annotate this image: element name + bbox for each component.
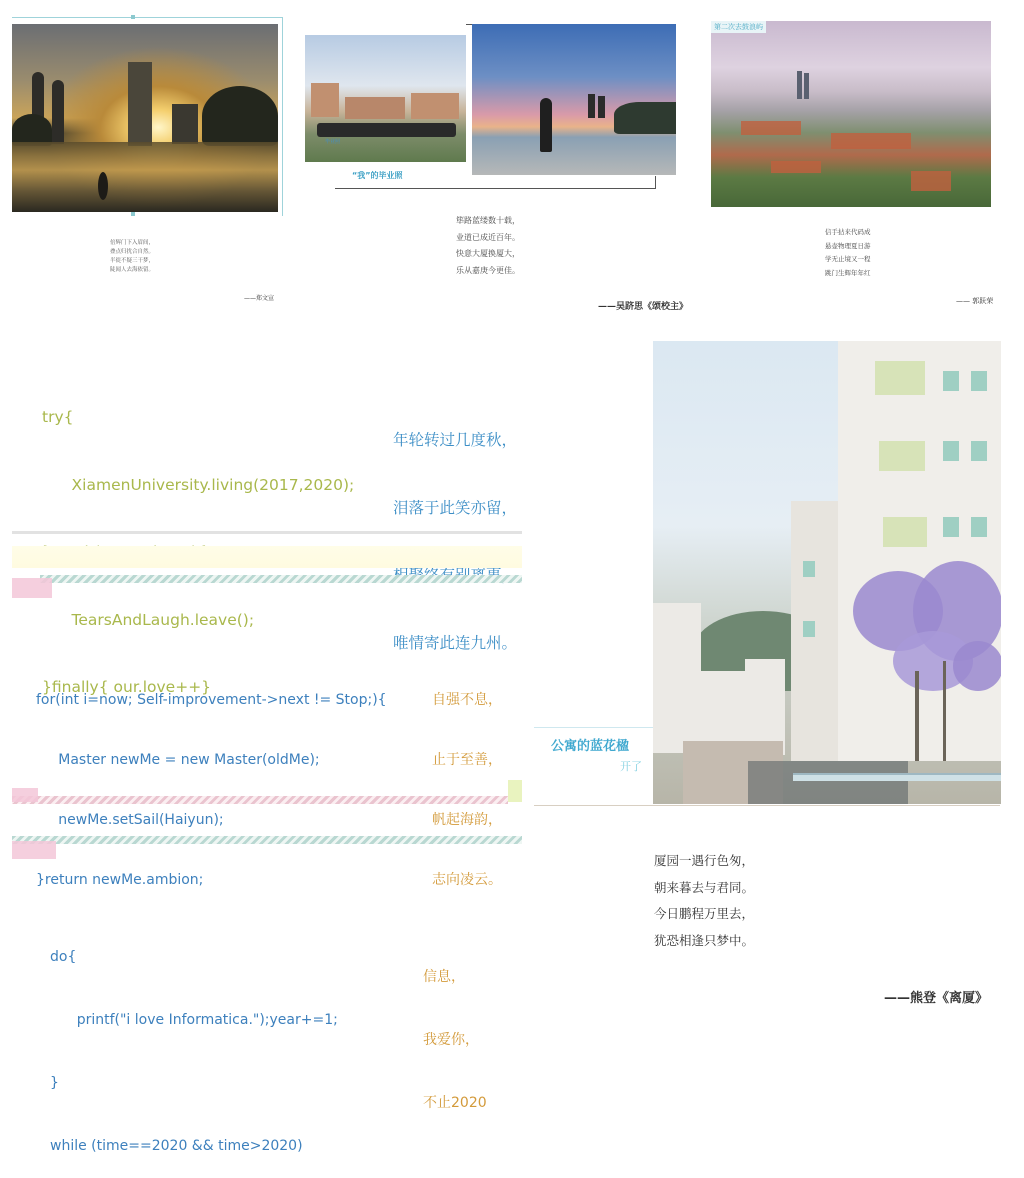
code-line: }finally{ our.love++} — [42, 678, 212, 696]
code-line: printf("i love Informatica.");year+=1; — [50, 1012, 338, 1028]
farewell-poem — [654, 848, 754, 954]
frame-dot — [131, 212, 135, 216]
code-line: Master newMe = new Master(oldMe); — [36, 752, 320, 768]
verse-line: 自强不息， — [432, 692, 502, 708]
poem-line: 悬壶物理夏日游 — [825, 241, 871, 250]
poem-line: 今日鹏程万里去， — [654, 906, 755, 921]
poem-line: 跳门生辉年年红 — [825, 268, 871, 277]
code-block-2 — [36, 650, 387, 910]
poem-line: 业道已成近百年。 — [456, 232, 520, 242]
poem-line: 朝来暮去与君同。 — [654, 879, 755, 895]
code-line: try{ — [42, 408, 74, 426]
poem-line: 陡闻人去海依留。 — [110, 267, 155, 273]
code-line: }return newMe.ambion; — [36, 872, 204, 888]
graduation-caption: “我”的毕业照 — [352, 171, 403, 180]
graduate-beach-photo — [472, 24, 676, 175]
code-line: for(int i=now; Self-improvement->next != Stop;){ — [36, 692, 387, 708]
poem-line: 信手拈来代码成 — [825, 228, 871, 236]
washi-tape-decoration — [12, 836, 522, 844]
ode-poem — [456, 213, 520, 279]
verse-block-3 — [423, 925, 487, 1135]
verse-line: 我爱你， — [423, 1032, 479, 1048]
poem-line: 厦园一遇行色匆， — [654, 853, 755, 868]
washi-tape-decoration — [12, 841, 56, 859]
washi-tape-decoration — [12, 788, 38, 802]
verse-line: 泪落于此笑亦留， — [393, 498, 518, 517]
island-tag: 第二次去鼓浪屿 — [711, 21, 766, 33]
apartment-title: 公寓的蓝花楹 — [551, 739, 630, 754]
code-block-3 — [50, 905, 338, 1178]
poem-line: 学无止境又一程 — [825, 255, 871, 263]
code-line: while (time==2020 && time>2020) — [50, 1138, 303, 1154]
poem-line: 筚路蓝缕数十载， — [456, 216, 520, 225]
code-line: newMe.setSail(Haiyun); — [36, 812, 224, 828]
verse-block-2 — [432, 650, 502, 910]
apartment-subtitle: 开了 — [620, 760, 642, 773]
title-divider — [534, 727, 653, 728]
photo-frame-decoration — [12, 17, 283, 216]
panel-highlight-strip — [12, 546, 522, 568]
right-signature: —— 郭跃荣 — [956, 297, 994, 305]
section-divider — [534, 805, 1000, 806]
poem-line: 半徙不疑三干梦， — [110, 258, 155, 264]
poem-line: 倍辉门下入眉间， — [110, 240, 155, 246]
sunset-signature: ——郑文宣 — [244, 295, 275, 302]
code-line: } — [50, 1075, 59, 1091]
verse-line: 唯情寄此连九州。 — [393, 633, 518, 652]
verse-line: 年轮转过几度秋， — [393, 431, 518, 449]
poem-line: 乐从嘉庚今更佳。 — [456, 265, 520, 275]
verse-line: 不止2020 — [423, 1095, 487, 1111]
frame-dot — [131, 15, 135, 19]
gulangyu-island-photo — [711, 21, 991, 207]
code-line: TearsAndLaugh.leave(); — [42, 610, 255, 629]
poem-line: 犹恐相逢只梦中。 — [654, 932, 755, 948]
code-line: do{ — [50, 949, 77, 965]
verse-line: 信息， — [423, 969, 465, 985]
washi-tape-decoration — [12, 578, 52, 598]
ode-signature: ——吴跻思《颂校主》 — [598, 302, 689, 312]
verse-line: 志向凌云。 — [432, 872, 502, 888]
poem-line: 快意大厦换厦大， — [456, 249, 520, 258]
washi-tape-decoration — [40, 575, 522, 583]
poem-line: 叠点归扰合自然。 — [110, 249, 155, 255]
photo-banner-text: 毕业照 — [325, 139, 341, 145]
verse-line: 帆起海韵， — [432, 812, 502, 828]
panel-divider — [12, 531, 522, 534]
apartment-jacaranda-photo — [653, 341, 1001, 804]
verse-line: 止于至善， — [432, 752, 502, 768]
sunset-poem — [110, 239, 154, 275]
right-poem — [825, 226, 871, 280]
washi-tape-decoration — [508, 780, 522, 802]
washi-tape-decoration — [12, 796, 508, 804]
group-graduation-photo — [305, 35, 466, 162]
code-line: XiamenUniversity.living(2017,2020); — [42, 475, 355, 494]
farewell-signature: ——熊登《离厦》 — [884, 991, 989, 1006]
